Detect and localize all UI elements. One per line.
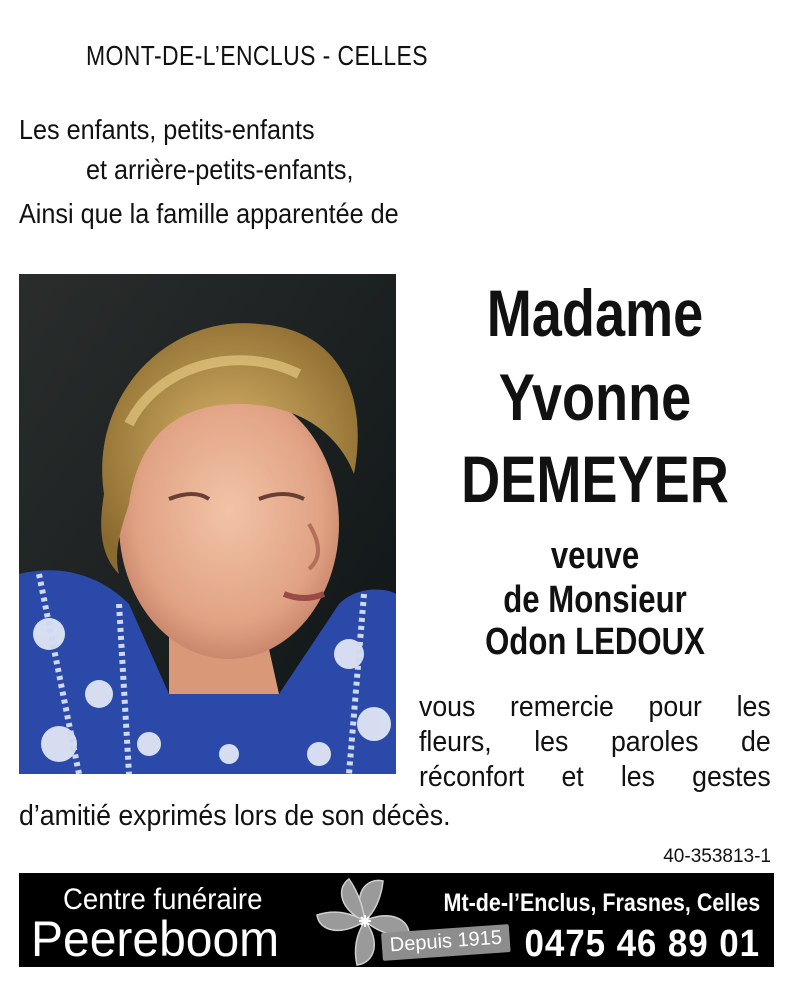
funeral-home-label: Centre funéraire [63,883,263,916]
thanks-paragraph [419,690,773,795]
thanks-line-4: d’amitié exprimés lors de son décès. [19,800,451,832]
intro-line-family: Ainsi que la famille apparentée de [19,198,399,229]
thanks-line-2: fleurs, les paroles de [419,726,771,758]
thanks-line-3: réconfort et les gestes [419,761,771,793]
funeral-home-name: Peereboom [31,911,280,967]
funeral-home-locations: Mt-de-l’Enclus, Frasnes, Celles [443,889,760,917]
widow-of-line: de Monsieur [503,579,687,621]
portrait-icon [19,274,396,774]
intro-line-great-grandchildren: et arrière-petits-enfants, [86,154,354,185]
location-heading: MONT-DE-L’ENCLUS - CELLES [86,40,428,71]
since-badge: Depuis 1915 [381,924,511,961]
deceased-title: Madame [486,276,704,350]
intro-line-children: Les enfants, petits-enfants [19,114,315,145]
deceased-last-name: DEMEYER [461,442,729,516]
portrait-photo [19,274,396,774]
funeral-home-banner [19,873,774,967]
deceased-first-name: Yvonne [498,360,692,434]
widow-label: veuve [550,535,640,577]
spouse-name: Odon LEDOUX [485,621,705,663]
thanks-line-1: vous remercie pour les [419,691,771,723]
funeral-home-phone: 0475 46 89 01 [524,923,760,965]
reference-number: 40-353813-1 [663,846,771,867]
